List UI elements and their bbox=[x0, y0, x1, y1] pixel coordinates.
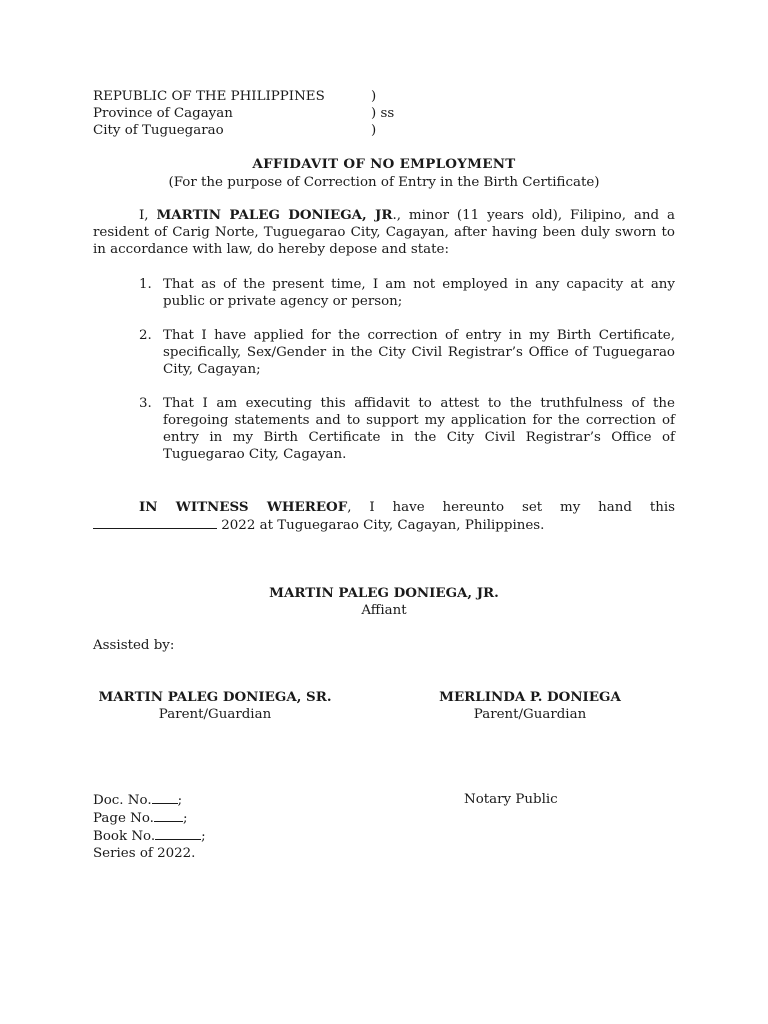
guardian-name: MERLINDA P. DONIEGA bbox=[439, 689, 621, 705]
notarial-register-block bbox=[93, 791, 206, 862]
guardian-signature-block bbox=[420, 689, 640, 723]
semicolon: ; bbox=[201, 829, 206, 844]
document-subtitle: (For the purpose of Correction of Entry in the Birth Certificate) bbox=[168, 175, 600, 190]
page-number-blank bbox=[154, 809, 183, 822]
venue-country: REPUBLIC OF THE PHILIPPINES bbox=[93, 89, 325, 104]
document-title: AFFIDAVIT OF NO EMPLOYMENT bbox=[252, 156, 516, 172]
witness-lead: IN WITNESS WHEREOF bbox=[139, 499, 348, 515]
venue-paren: ) bbox=[371, 89, 377, 104]
affiant-name-inline: MARTIN PALEG DONIEGA, JR bbox=[156, 207, 393, 223]
guardian-role: Parent/Guardian bbox=[158, 707, 272, 722]
notary-public-label: Notary Public bbox=[464, 792, 558, 807]
doc-number-blank bbox=[152, 791, 178, 804]
book-number-line bbox=[93, 827, 206, 845]
venue-row bbox=[93, 88, 493, 105]
doc-number-label: Doc. No. bbox=[93, 793, 152, 808]
book-number-blank bbox=[155, 827, 201, 840]
clause-item bbox=[93, 276, 675, 310]
witness-tail: 2022 at Tuguegarao City, Cagayan, Philippines. bbox=[217, 518, 545, 533]
page-number-line bbox=[93, 809, 206, 827]
clause-list bbox=[93, 276, 675, 480]
clause-number: 1. bbox=[139, 277, 152, 292]
book-number-label: Book No. bbox=[93, 829, 156, 844]
intro-prefix: I, bbox=[139, 208, 157, 223]
clause-text: That I am executing this affidavit to attest to the truthfulness of the foregoing statements and to support my application for the correction of entry in my Birth Certificate in the City Civil Registrar’s Office of Tuguegarao City, Cagayan. bbox=[163, 396, 675, 462]
intro-suffix: ., minor (11 years old), Filipino, and a resident of Carig Norte, Tuguegarao City, Cagayan, after having been duly sworn to in accordance with law, do hereby depose and state: bbox=[93, 208, 675, 257]
venue-paren-ss: ) ss bbox=[371, 106, 395, 121]
guardian-role: Parent/Guardian bbox=[473, 707, 587, 722]
date-blank-line bbox=[93, 516, 217, 529]
semicolon: ; bbox=[182, 811, 188, 826]
intro-paragraph bbox=[93, 207, 675, 258]
page-number-label: Page No. bbox=[93, 811, 154, 826]
clause-number: 2. bbox=[139, 328, 152, 343]
venue-block bbox=[93, 88, 493, 139]
witness-text: , I have hereunto set my hand this bbox=[347, 500, 675, 515]
affiant-role: Affiant bbox=[361, 603, 407, 618]
clause-number: 3. bbox=[139, 396, 152, 411]
affiant-name: MARTIN PALEG DONIEGA, JR. bbox=[269, 585, 499, 601]
doc-number-line bbox=[93, 791, 206, 809]
clause-item bbox=[93, 395, 675, 463]
venue-city: City of Tuguegarao bbox=[93, 123, 224, 138]
venue-province: Province of Cagayan bbox=[93, 106, 233, 121]
venue-paren: ) bbox=[371, 123, 377, 138]
clause-item bbox=[93, 327, 675, 378]
series-line: Series of 2022. bbox=[93, 846, 196, 861]
witness-paragraph bbox=[93, 499, 675, 534]
guardian-name: MARTIN PALEG DONIEGA, SR. bbox=[98, 689, 332, 705]
clause-text: That I have applied for the correction of entry in my Birth Certificate, specifically, Sex/Gender in the City Civil Registrar’s Office of Tuguegarao City, Cagayan; bbox=[163, 328, 675, 377]
guardian-signature-block bbox=[93, 689, 337, 723]
semicolon: ; bbox=[177, 793, 183, 808]
venue-row bbox=[93, 105, 493, 122]
affiant-signature-block bbox=[93, 585, 675, 619]
clause-text: That as of the present time, I am not employed in any capacity at any public or private agency or person; bbox=[163, 277, 675, 309]
assisted-by-label: Assisted by: bbox=[93, 638, 175, 653]
venue-row bbox=[93, 122, 493, 139]
